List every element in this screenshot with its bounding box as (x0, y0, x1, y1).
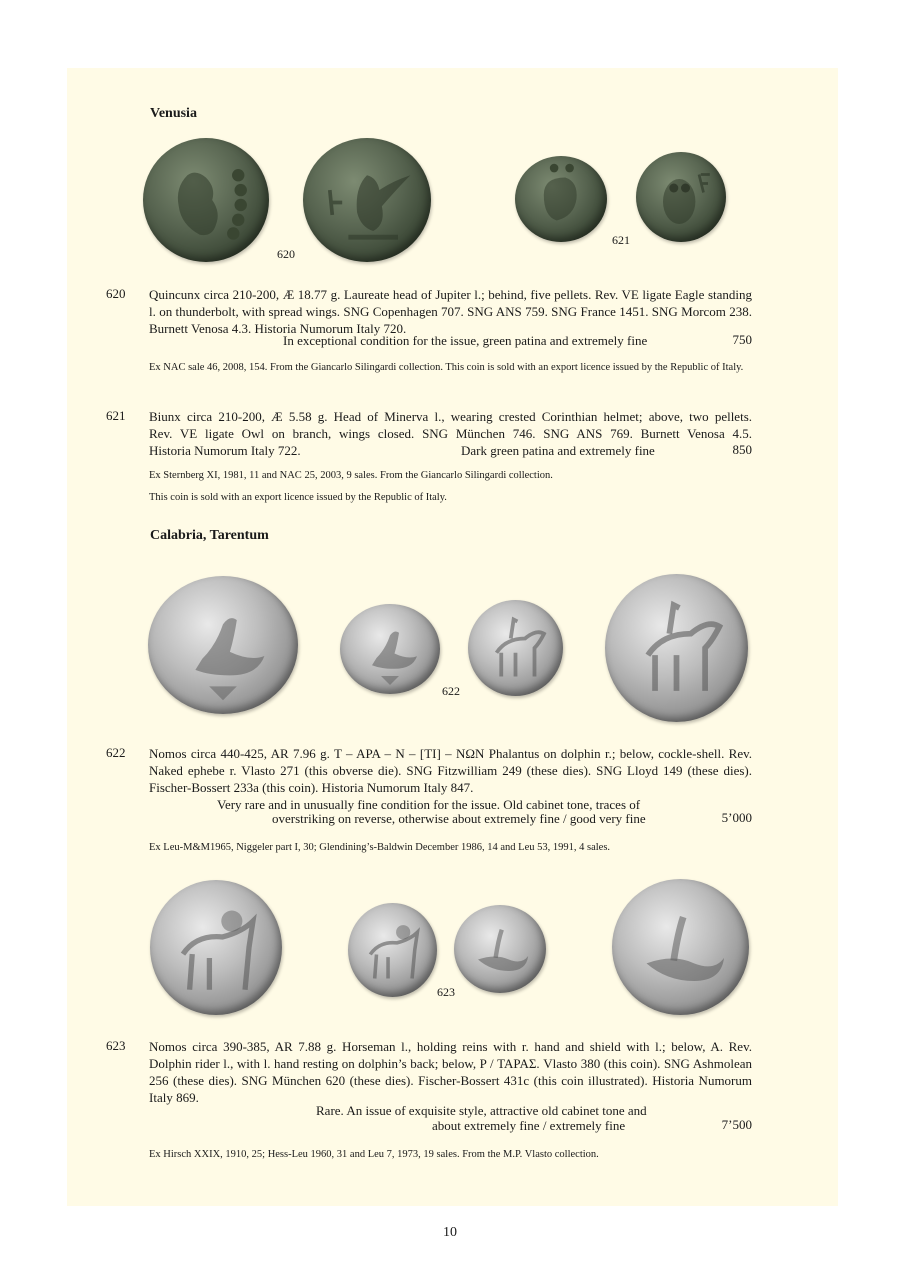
lot-description-621-line-1: Biunx circa 210-200, Æ 5.58 g. Head of Minerva l., wearing crested Corinthian helmet; above, two pellets. (149, 409, 752, 424)
lot-number-620: 620 (106, 286, 126, 301)
coin-622-reverse (468, 600, 563, 696)
coin-623-reverse (454, 905, 546, 993)
plate-label-621: 621 (612, 233, 630, 247)
coin-620-obverse (143, 138, 269, 262)
lot-description-620 (149, 286, 752, 337)
lot-price-621: 850 (732, 442, 752, 457)
lot-price-623: 7’500 (721, 1117, 752, 1132)
lot-number-622: 622 (106, 745, 126, 760)
lot-provenance-623: Ex Hirsch XXIX, 1910, 25; Hess-Leu 1960, 31 and Leu 7, 1973, 19 sales. From the M.P. Vlasto collection. (149, 1149, 599, 1160)
plate-label-623: 623 (437, 985, 455, 999)
lot-description-622 (149, 745, 752, 796)
lot-condition-623-line-2: about extremely fine / extremely fine (432, 1118, 626, 1133)
lot-description-623-text: Nomos circa 390-385, AR 7.88 g. Horseman l., holding reins with r. hand and shield with l.; below, A. Rev. Dolphin rider l., with l. hand resting on dolphin’s back; below, P / ΤΑΡΑΣ. Vlasto 380 (this coin). SNG Ashmolean 256 (these dies). SNG München 620 (these dies). Fischer-Bossert 431c (this coin illustrated). Historia Numorum Italy 869. (149, 1039, 752, 1105)
coin-620-reverse (303, 138, 431, 262)
lot-provenance-621-line-2: This coin is sold with an export licence issued by the Republic of Italy. (149, 492, 447, 503)
lot-provenance-622: Ex Leu-M&M1965, Niggeler part I, 30; Glendining’s-Baldwin December 1986, 14 and Leu 53, 1991, 4 sales. (149, 842, 611, 853)
coin-623-reverse-large (612, 879, 749, 1015)
section-title-venusia: Venusia (150, 106, 197, 121)
lot-provenance-620: Ex NAC sale 46, 2008, 154. From the Giancarlo Silingardi collection. This coin is sold with an export licence issued by the Republic of Italy. (149, 362, 744, 373)
plate-label-622: 622 (442, 684, 460, 698)
coin-621-obverse (515, 156, 607, 242)
section-title-tarentum: Calabria, Tarentum (150, 528, 269, 543)
lot-description-621-line-3: Historia Numorum Italy 722. (149, 443, 301, 458)
coin-623-obverse (348, 903, 437, 997)
coin-622-obverse-large (148, 576, 298, 714)
lot-condition-623-line-1: Rare. An issue of exquisite style, attractive old cabinet tone and (316, 1103, 647, 1118)
page-number: 10 (443, 1225, 457, 1240)
coin-622-obverse (340, 604, 440, 694)
lot-number-621: 621 (106, 408, 126, 423)
lot-description-620-text: Quincunx circa 210-200, Æ 18.77 g. Laureate head of Jupiter l.; behind, five pellets. Rev. VE ligate Eagle standing l. on thunderbolt, with spread wings. SNG Copenhagen 707. SNG ANS 759. SNG France 1451. SNG Morcom 238. Burnett Venosa 4.3. Historia Numorum Italy 720. (149, 287, 752, 336)
coin-623-obverse-large (150, 880, 282, 1015)
coin-622-reverse-large (605, 574, 748, 722)
lot-condition-622-line-1: Very rare and in unusually fine condition for the issue. Old cabinet tone, traces of (217, 797, 641, 812)
lot-condition-621: Dark green patina and extremely fine (461, 443, 655, 458)
lot-price-622: 5’000 (721, 810, 752, 825)
lot-condition-622-line-2: overstriking on reverse, otherwise about extremely fine / good very fine (272, 811, 646, 826)
lot-description-623 (149, 1038, 752, 1106)
lot-number-623: 623 (106, 1038, 126, 1053)
lot-price-620: 750 (732, 332, 752, 347)
lot-description-622-text: Nomos circa 440-425, AR 7.96 g. T – APA – N – [TI] – NΩN Phalantus on dolphin r.; below, cockle-shell. Rev. Naked ephebe r. Vlasto 271 (this obverse die). SNG Fitzwilliam 249 (these dies). SNG Lloyd 149 (these dies). Fischer-Bossert 233a (this coin). Historia Numorum Italy 847. (149, 746, 752, 795)
coin-621-reverse (636, 152, 726, 242)
lot-provenance-621-line-1: Ex Sternberg XI, 1981, 11 and NAC 25, 2003, 9 sales. From the Giancarlo Silingardi collection. (149, 470, 553, 481)
plate-label-620: 620 (277, 247, 295, 261)
lot-condition-620: In exceptional condition for the issue, green patina and extremely fine (283, 333, 648, 348)
lot-description-621-line-2: Rev. VE ligate Owl on branch, wings closed. SNG München 746. SNG ANS 769. Burnett Venosa 4.5. (149, 426, 752, 441)
